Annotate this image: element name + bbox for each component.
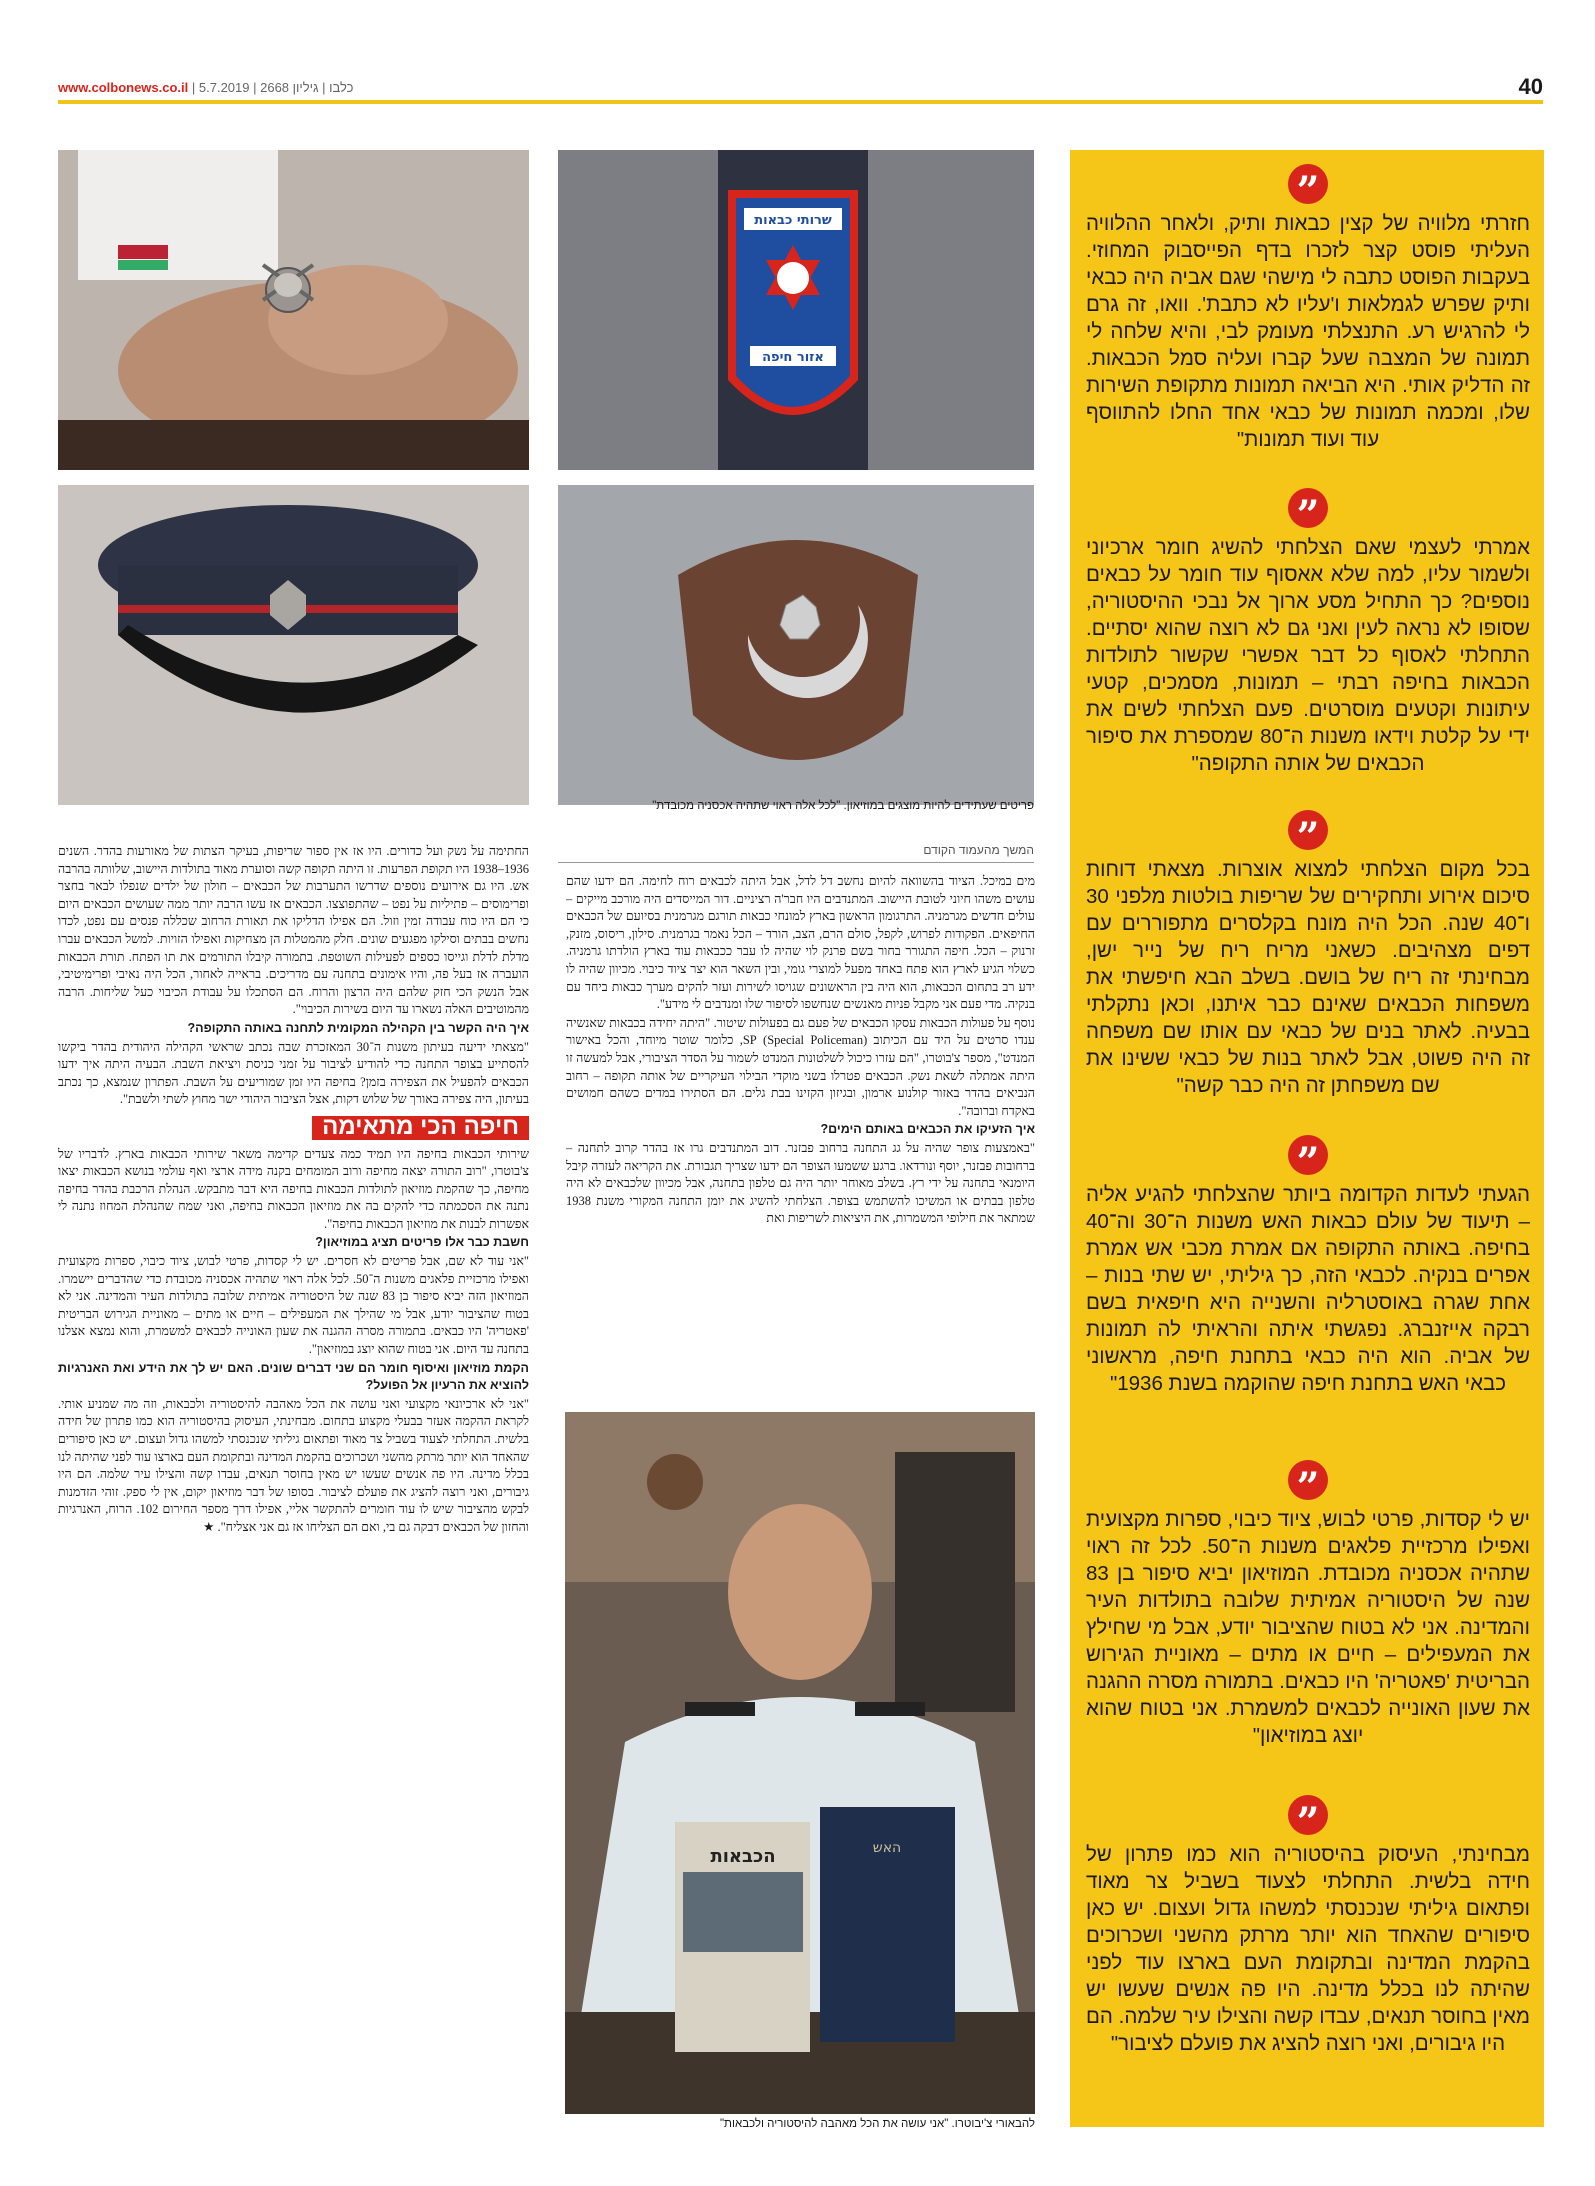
photo-pin-in-hand	[58, 150, 529, 470]
continued-label: המשך מהעמוד הקודם	[923, 843, 1034, 857]
page-number: 40	[1518, 74, 1543, 99]
photo-fire-cap	[58, 485, 529, 805]
paragraph: "באמצעות צופר שהיה על גג התחנה ברחוב פבזנר. דוב המתנדבים גרו אז בהדר קרוב לתחנה – ברחובות פבזנר, יוסף ונורדאו. ברגע ששמעו הצופר הם ידעו שצריך תגבורת. את הקריאה לעזרה קיבל היומנאי בתחנה על ידי רץ. בשלב מאוחר יותר היה גם טלפון בתחנה, אבל מכיוון שלכבאים לא היה טלפון בבתים או המשיכו להשתמש בצופר. הצלחתי להשיג את יומן התחנה המקורי משנת 1938 שמתאר את חילופי המשמרות, את היציאות לשריפות ואת	[566, 1140, 1035, 1226]
interview-question: הקמת מוזיאון ואיסוף חומר הם שני דברים שונים. האם יש לך את הידע ואת האנרגיות להוציא את הרעיון אל הפועל?	[58, 1360, 529, 1393]
paragraph: החתימה על נשק ועל כדורים. היו אז אין ספור שריפות, בעיקר הצתות של מאורעות בהדר. השנים 1936–1938 היו תקופת הפרעות. זו היתה תקופה קשה וסוערת מאוד בתולדות היישוב, שלוותה בהרבה אש. היו גם אירועים נוספים שדרשו התערבות של הכבאים – חולון של ילדים שנפלו לבאר בחצר ופרימוסים – פתיליות על נפט – שהתפוצצו. הכבאים אז עשו הרבה יותר ממה שעושים הכבאים היום כי הם היו כוח עבודה זמין וזול. הם אפילו הדליקו את תאורת הרחוב שכללה פנסים עם נפט, לכדו נחשים בבתים וסילקו מפגעים שונים. חלק מהמטלות הן מצחיקות ואפילו הזויות. למשל הכבאים עברו מדלת לדלת וגייסו כספים לפעילות השוטפת. בתמורה קיבלו התורמים את תו הפתח. תורת הכבאות הועברה אז בעל פה, והיו אימונים בתחנה עם מדריכים. בראייה לאחור, הכל היה נאיבי ופרימיטיבי, אבל הנשק הכי חזק שלהם היה הרצון והרוח. הם הסתכלו על עבודת הכיבוי כעל שליחות. הרבה מהמוטיבים האלה נשארו עד היום בשירות הכיבוי".	[58, 844, 529, 1017]
book2-title: האש	[872, 1840, 902, 1856]
interview-question: חשבת כבר אלו פריטים תציג במוזיאון?	[315, 1235, 529, 1250]
issue-info: | כלבו | גיליון 2668 | 5.7.2019	[191, 80, 354, 95]
site-url[interactable]: www.colbonews.co.il	[58, 80, 189, 95]
photos-caption-top: פריטים שעתידים להיות מוצגים במוזיאון. "לכל אלה ראוי שתהיה אכסניה מכובדת"	[652, 800, 1034, 812]
quote-mark-icon: ”	[1288, 488, 1328, 528]
pull-quote-text: חזרתי מלוויה של קצין כבאות ותיק, ולאחר ההלוויה העליתי פוסט קצר לזכרו בדף הפייסבוק המחוזי. בעקבות הפוסט כתבה לי מישהי שגם אביה היה כבאי ותיק שפרש לגמלאות ו'עליו לא כתבת'. וואו, זה גרם לי להרגיש רע. התנצלתי מעומק לבי, והיא שלחה לי תמונה של המצבה שעל קברו ועליה סמל הכבאות. זה הדליק אותי. היא הביאה תמונות מתקופת השירות שלו, ומכמה תמונות של כבאי אחד החלו להתווסף עוד ועוד תמונות"	[1086, 212, 1530, 451]
patch-top-text: שרותי כבאות	[754, 213, 832, 228]
article-column-right	[566, 873, 1035, 1403]
pull-quote-text: יש לי קסדות, פרטי לבוש, ציוד כיבוי, ספרות מקצועית ואפילו מרכזיית פלאגים משנות ה־50. לכל זה ראוי שתהיה אכסניה מכובדת. המוזיאון יביא סיפור בן 83 שנה של היסטוריה אמיתית שלובה בתולדות העיר והמדינה. אני לא בטוח שהציבור יודע, אבל מי שחילץ את המעפילים – חיים או מתים – מאוניית הגירוש הבריטית 'פאטריה' היו כבאים. בתמורה מסרה ההגנה את שעון האונייה לכבאים למשמרת. אני בטוח שהוא יוצג במוזיאון"	[1086, 1508, 1530, 1747]
pull-quote	[1086, 1460, 1530, 1749]
quote-mark-icon: ”	[1288, 1135, 1328, 1175]
pull-quote	[1086, 1135, 1530, 1397]
paragraph: "אני לא ארכיונאי מקצועי ואני עושה את הכל מאהבה להיסטוריה ולכבאות, וזה מה שמניע אותי. לקראת ההקמה אעזר בבעלי מקצוע בתחום. מבחינתי, העיסוק בהיסטוריה הוא כמו פתרון של חידה בלשית. התחלתי לצעוד בשביל צר מאוד ופתאום גיליתי שנכנסתי למשהו גדול ועצום. יש כאן סיפורים שהאחד הוא יותר מרתק מהשני ושכרוכים בהקמת המדינה ובתקומת העם בארצו עוד לפני שהיתה לנו בכלל מדינה. היו פה אנשים שעשו יש מאין בחוסר תנאים, עבדו קשה והצילו עיר שלמה. הם היו גיבורים, ואני רוצה להציג את פועלם לציבור. בסופו של דבר מוזיאון יקום, אין לי ספק. זוהי הזדמנות לבקש מהציבור שיש לו עוד חומרים להתקשר אליי, אפילו דרך מספר החירום 102. הרוח, האנרגיות והחזון של הכבאים דבקה גם בי, ואם הם הצליחו אז גם אני אצליח". ★	[58, 1396, 529, 1534]
article-column-left	[58, 843, 529, 2145]
pull-quote	[1086, 1795, 1530, 2057]
book-title: הכבאות	[710, 1846, 776, 1867]
continued-rule	[558, 862, 1034, 863]
pull-quote	[1086, 488, 1530, 777]
photo-leather-emblem	[558, 485, 1034, 805]
paragraph: שירותי הכבאות בחיפה היו תמיד כמה צעדים קדימה משאר שירותי הכבאות בארץ. לדבריו של צ'בוטרו, "רוב התורה יצאה מחיפה ורוב המומחים בקנה מידה ארצי ואף עולמי בנושא הכבאות יצאו מחיפה, כך שהקמת מוזיאון לתולדות הכבאות בחיפה היא דבר מתבקש. הנהלת הרכבת בהדר בחיפה נתנה את הסכמתה כדי להקים בה את מוזיאון הכבאות בחיפה, ואני שמח שהנהלת המחוז נתנה לי אפשרות לבנות את מוזיאון הכבאות בחיפה".	[58, 1146, 529, 1231]
quote-mark-icon: ”	[1288, 1460, 1328, 1500]
header-rule	[58, 100, 1543, 104]
interview-question: איך היה הקשר בין הקהילה המקומית לתחנה באותה התקופה?	[187, 1020, 529, 1035]
pull-quote-text: מבחינתי, העיסוק בהיסטוריה הוא כמו פתרון של חידה בלשית. התחלתי לצעוד בשביל צר מאוד ופתאום גיליתי שנכנסתי למשהו גדול ועצום. יש כאן סיפורים שהאחד הוא יותר מרתק מהשני ושכרוכים בהקמת המדינה ובתקומת העם בארצו עוד לפני שהיתה לנו בכלל מדינה. היו פה אנשים שעשו יש מאין בחוסר תנאים, עבדו קשה והצילו עיר שלמה. הם היו גיבורים, ואני רוצה להציג את פועלם לציבור"	[1086, 1843, 1530, 2055]
pull-quote	[1086, 810, 1530, 1099]
pull-quote-text: הגעתי לעדות הקדומה ביותר שהצלחתי להגיע אליה – תיעוד של עולם כבאות האש משנות ה־30 וה־40 בחיפה. באותה התקופה אם אמרת מכבי אש אמרת אפרים בנקיה. לכבאי הזה, כך גיליתי, יש שתי בנות – אחת שגרה באוסטרליה והשנייה היא חיפאית בשם רבקה אייזנברג. נפגשתי איתה והראיתי לה תמונות של אביה. הוא היה כבאי בתחנת חיפה, מראשוני כבאי האש בתחנת חיפה שהוקמה בשנת 1936"	[1086, 1183, 1530, 1395]
pull-quote	[1086, 164, 1530, 453]
quote-mark-icon: ”	[1288, 1795, 1328, 1835]
photo-firefighter-portrait	[565, 1412, 1035, 2114]
photo-fire-service-patch	[558, 150, 1034, 470]
patch-bottom-text: אזור חיפה	[762, 350, 824, 365]
quotes-sidebar	[1070, 150, 1544, 2127]
quote-mark-icon: ”	[1288, 810, 1328, 850]
paragraph: "מצאתי ידיעה בעיתון משנות ה־30 המאזכרת שבה נכתב שראשי הקהילה היהודית בהדר ביקשו להסתייע בצופר התחנה כדי להודיע לציבור על זמני כניסת ויציאת השבת. הבעיה היתה איך ידעו הכבאים להפעיל את הצפירה בזמן? בחיפה היו זמן שמוריעים על השבת. הפתרון שנמצא, כך נכתב בעיתון, היה צפירה באורך של שלוש דקות, אצל הציבור היהודי ישר מחוץ לשתי ולשבת".	[58, 1039, 529, 1107]
paragraph: "אני עוד לא שם, אבל פריטים לא חסרים. יש לי קסדות, פרטי לבוש, ציוד כיבוי, ספרות מקצועית ואפילו מרכזיית פלאגים משנות ה־50. לכל אלה ראוי שתהיה אכסניה מכובדת כדי שהדברים יישמרו. המוזיאון הזה יביא סיפור בן 83 שנה של היסטוריה אמיתית שלובה בתולדות העיר והמדינה. אני לא בטוח שהציבור יודע, אבל מי שהילך את המעפילים – חיים או מתים – מאוניית הגירוש הבריטית 'פאטריה' היו כבאים. בתמורה מסרה ההגנה את שעון האונייה לכבאים למשמרת, והוא נמצא אצלנו בתחנה עד היום. אני בטוח שהוא יוצג במוזיאון".	[58, 1254, 529, 1357]
paragraph: מים במיכל. הציוד בהשוואה להיום נחשב דל לדל, אבל היתה לכבאים רוח לחימה. הם ידעו שהם עושים משהו חיוני לטובת היישוב. המתנדבים היו חבר'ה רציניים. דור המייסדים היה מורכב מייקים – עולים חדשים מגרמניה. התרגומון הראשון בארץ למונחי כבאות תורגם מגרמנית בסיועם של הכבאים החיפאים. הפקודות לפרוש, לקפל, סולם הרם, הצב, הורד – הכל נאמר בגרמנית. סילון, ריסוס, מזנק, זרנוק – הכל. חיפה התגורר בחור בשם פרנק לוי שהיה לו עבר ככבאות עוד בארץ הולדתו גרמניה. כשלוי הגיע לארץ הוא פתח באחד מפעל למוצרי גומי, ובין השאר הוא יצר ציוד כיבוי. מכיוון שהיה לו ידע רב בתחום הכבאות, הוא היה בין הראשונים שגויסו לשירות ועזר להקים מערך כבאות ביחד עם בנקיה. מדי פעם אני מקבל פניות מאנשים שנחשפו לסיפור שלו ומנדבים לי מידע".	[566, 874, 1035, 1012]
quote-mark-icon: ”	[1288, 164, 1328, 204]
paragraph: נוסף על פעולות הכבאות עסקו הכבאים של פעם גם בפעולות שיטור. "היתה יחידה בכבאות שאנשיה ענדו סרטים על היד עם הכיתוב (Special Policeman) SP, כלומר שוטר מיוחד, והכל באישור המנדט", מספר צ'בוטרו, "הם עזרו כיכול לשלטונות המנדט לשמור על הסדר הציבורי, אבל למעשה זו היתה אמתלה לשאת נשק. הכבאים פטרלו בשני מוקדי הבילוי העיקריים של אותה תקופה – רחוב הנביאים בהדר באזור קולנוע ארמון, ובגיזון הקזינו בבת גלים. הם הסתירו במדים כשהם חמושים באקדח וברובה".	[566, 1015, 1035, 1118]
header-meta	[58, 80, 353, 95]
pull-quote-text: בכל מקום הצלחתי למצוא אוצרות. מצאתי דוחות סיכום אירוע ותחקירים של שריפות בולטות מלפני 30 ו־40 שנה. הכל היה מונח בקלסרים מתפוררים עם דפים מצהיבים. כשאני מריח ריח של נייר ישן, מבחינתי זה ריח של בושם. בשלב הבא חיפשתי את משפחות הכבאים שאינם כבר איתנו, וכאן נתקלתי בבעיה. לאתר בנים של כבאי עם אותו שם משפחה זה היה פשוט, אבל לאתר בנות של כבאי ששינו את שם משפחתן זה היה כבר קשה"	[1086, 858, 1530, 1097]
section-subhead: חיפה הכי מתאימה	[312, 1116, 529, 1140]
pull-quote-text: אמרתי לעצמי שאם הצלחתי להשיג חומר ארכיוני ולשמור עליו, למה שלא אאסוף עוד חומר על כבאים נוספים? כך התחיל מסע ארוך אל נבכי ההיסטוריה, שסופו לא נראה לעין ואני גם לא רוצה שהוא יסתיים. התחלתי לאסוף כל דבר אפשרי שקשור לתולדות הכבאות בחיפה רבתי – תמונות, מסמכים, קטעי עיתונות וקטעים מוסרטים. פעם הצלחתי לשים את ידי על קלטת וידאו משנות ה־80 שמספרת את סיפור הכבאים של אותה התקופה"	[1086, 536, 1530, 775]
interview-question: איך הזעיקו את הכבאים באותם הימים?	[820, 1122, 1035, 1137]
photo-caption-portrait: להבאורי צ'יבוטרו. "אני עושה את הכל מאהבה להיסטוריה ולכבאות"	[719, 2118, 1035, 2130]
